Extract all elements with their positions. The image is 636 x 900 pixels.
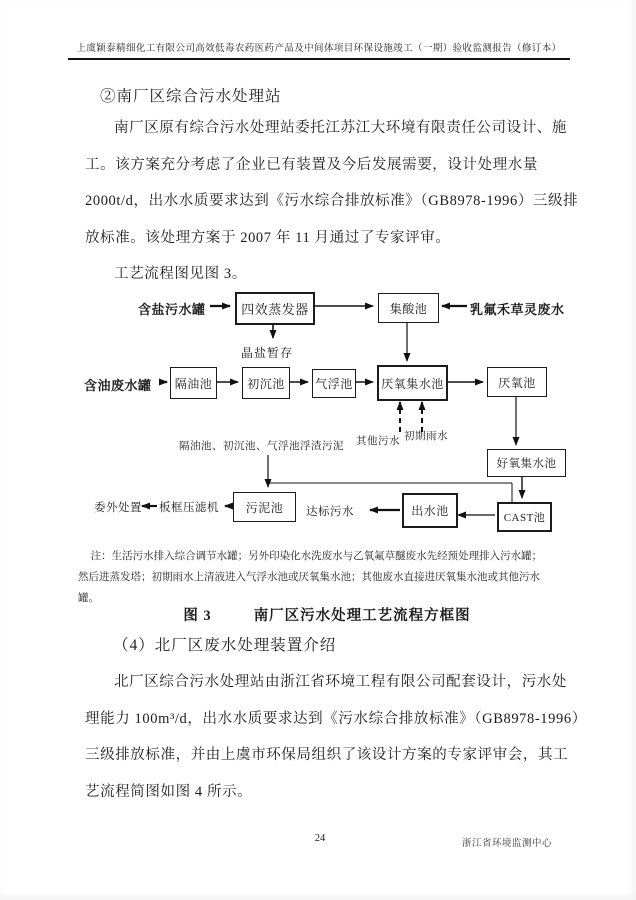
south-section-heading: ②南厂区综合污水处理站 — [100, 88, 282, 105]
paragraph-line: 南厂区原有综合污水处理站委托江苏江大环境有限责任公司设计、施 — [114, 120, 567, 136]
north-section-heading: （4）北厂区废水处理装置介绍 — [113, 637, 337, 654]
figure-footnote — [78, 546, 572, 609]
process-flow-diagram — [60, 282, 580, 544]
footnote-line: 注：生活污水排入综合调节水罐；另外印染化水洗废水与乙氧氟草醚废水先经预处理排入污水罐； — [90, 551, 543, 562]
paragraph-line: 工。该方案充分考虑了企业已有装置及今后发展需要，设计处理水量 — [85, 156, 538, 173]
footnote-line: 罐。 — [78, 593, 99, 604]
flow-box-outlet-pool: 出水池 — [402, 493, 458, 528]
paragraph-line: 2000t/d，出水水质要求达到《污水综合排放标准》（GB8978-1996）三级排 — [85, 193, 579, 209]
page-number: 24 — [314, 833, 326, 844]
paragraph-line: 北厂区综合污水处理站由浙江省环境工程有限公司配套设计，污水处 — [114, 674, 567, 690]
flow-box-anaerobic-pool: 厌氧池 — [487, 367, 547, 397]
footer-organization: 浙江省环境监测中心 — [461, 839, 552, 849]
paragraph-line: 工艺流程图见图 3。 — [114, 266, 247, 282]
flow-input-initial-rainwater: 初期雨水 — [404, 431, 448, 442]
flow-box-air-flotation-pool: 气浮池 — [312, 369, 356, 398]
flow-box-oil-separation-pool: 隔油池 — [170, 367, 217, 399]
flow-box-sludge-pool: 污泥池 — [233, 492, 296, 522]
flow-output-salt-storage: 晶盐暂存 — [241, 346, 294, 360]
paragraph-line: 放标准。该处理方案于 2007 年 11 月通过了专家评审。 — [85, 229, 451, 246]
paragraph-line: 艺流程简图如图 4 所示。 — [85, 783, 253, 800]
footnote-line: 然后进蒸发塔；初期雨水上清液进入气浮水池或厌氧集水池；其他废水直接进厌氧集水池或其他污水 — [78, 572, 540, 583]
flow-box-primary-sedimentation-pool: 初沉池 — [242, 367, 290, 399]
paragraph-line: 理能力 100m³/d，出水水质要求达到《污水综合排放标准》（GB8978-1996） — [85, 710, 587, 727]
flow-box-anaerobic-collection-pool: 厌氧集水池 — [377, 365, 448, 401]
flow-box-cast-pool: CAST池 — [497, 502, 552, 532]
figure-number: 图 3 — [183, 608, 212, 624]
flow-input-lactofen-wastewater: 乳氟禾草灵废水 — [470, 302, 565, 317]
flow-input-salt-wastewater-tank: 含盐污水罐 — [138, 302, 206, 317]
south-section-paragraph — [85, 110, 579, 293]
flow-output-discharge: 达标污水 — [306, 506, 354, 518]
flow-output-filter-press: 板框压滤机 — [159, 502, 219, 514]
flow-sludge-sources-note: 隔油池、初沉池、气浮池浮渣污泥 — [179, 441, 344, 452]
flow-input-other-sewage: 其他污水 — [356, 436, 400, 447]
flow-output-external-disposal: 委外处置 — [94, 502, 142, 514]
north-section-paragraph — [85, 664, 587, 810]
figure-title: 南厂区污水处理工艺流程方框图 — [253, 608, 471, 624]
flow-box-aerobic-collection-pool: 好氧集水池 — [487, 449, 566, 477]
figure-caption — [85, 604, 569, 625]
flow-box-acid-collection-pool: 集酸池 — [378, 293, 439, 323]
page-header-title: 上虞颖泰精细化工有限公司高效低毒农药医药产品及中间体项目环保设施竣工（一期）验收监测报告（修订本） — [68, 40, 570, 60]
flow-input-oily-wastewater-tank: 含油废水罐 — [84, 378, 152, 393]
paragraph-line: 三级排放标准，并由上虞市环保局组织了该设计方案的专家评审会，其工 — [85, 747, 569, 763]
flow-box-four-effect-evaporator: 四效蒸发器 — [235, 292, 315, 325]
